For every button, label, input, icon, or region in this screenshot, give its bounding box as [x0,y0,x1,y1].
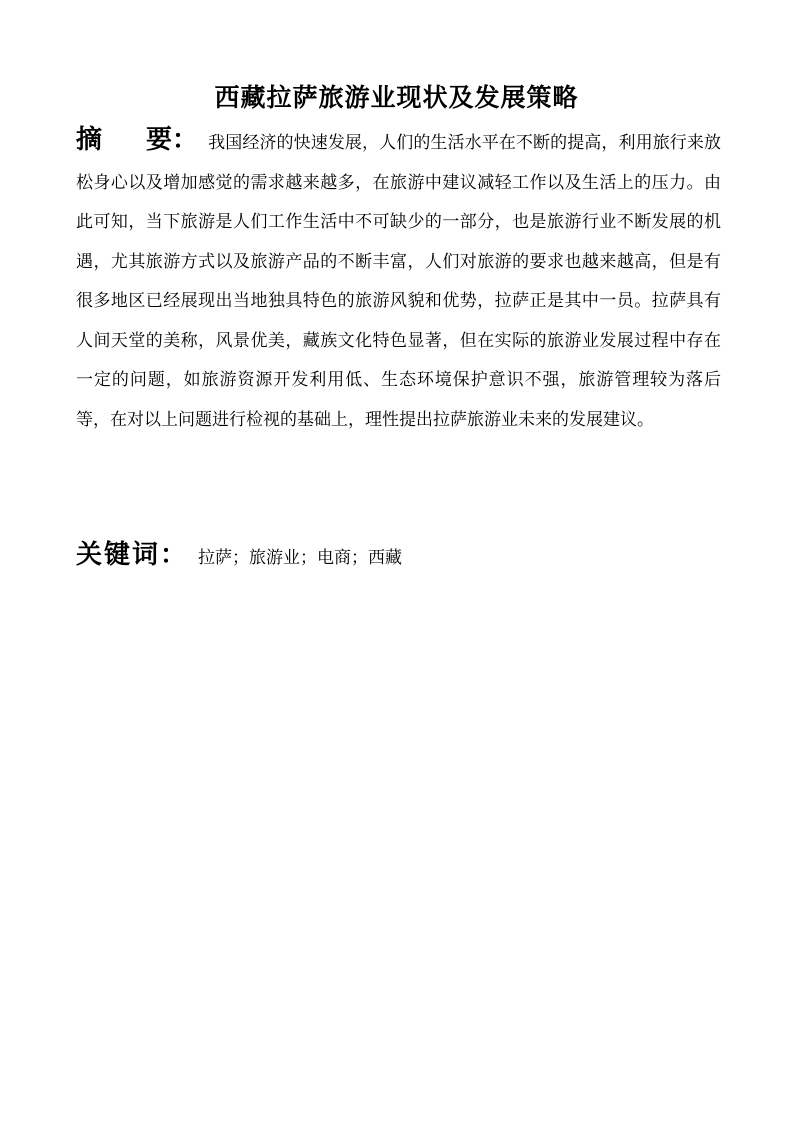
abstract-body: 我国经济的快速发展，人们的生活水平在不断的提高，利用旅行来放松身心以及增加感觉的需求越来越多，在旅游中建议减轻工作以及生活上的压力。由此可知，当下旅游是人们工作生活中不可缺少的一部分，也是旅游行业不断发展的机遇，尤其旅游方式以及旅游产品的不断丰富，人们对旅游的要求也越来越高，但是有很多地区已经展现出当地独具特色的旅游风貌和优势，拉萨正是其中一员。拉萨具有人间天堂的美称，风景优美，藏族文化特色显著，但在实际的旅游业发展过程中存在一定的问题，如旅游资源开发利用低、生态环境保护意识不强，旅游管理较为落后等，在对以上问题进行检视的基础上，理性提出拉萨旅游业未来的发展建议。 [76,133,721,430]
document-title: 西藏拉萨旅游业现状及发展策略 [214,83,579,112]
abstract-label-char-1: 摘 [76,125,103,155]
keywords-section [76,537,721,576]
abstract-section [76,121,721,440]
abstract-label-colon: ： [172,125,199,155]
keywords-label: 关键词： [76,540,189,570]
keywords-text: 拉萨；旅游业；电商；西藏 [198,548,403,568]
abstract-label [76,125,198,155]
abstract-label-char-2: 要 [146,125,173,155]
